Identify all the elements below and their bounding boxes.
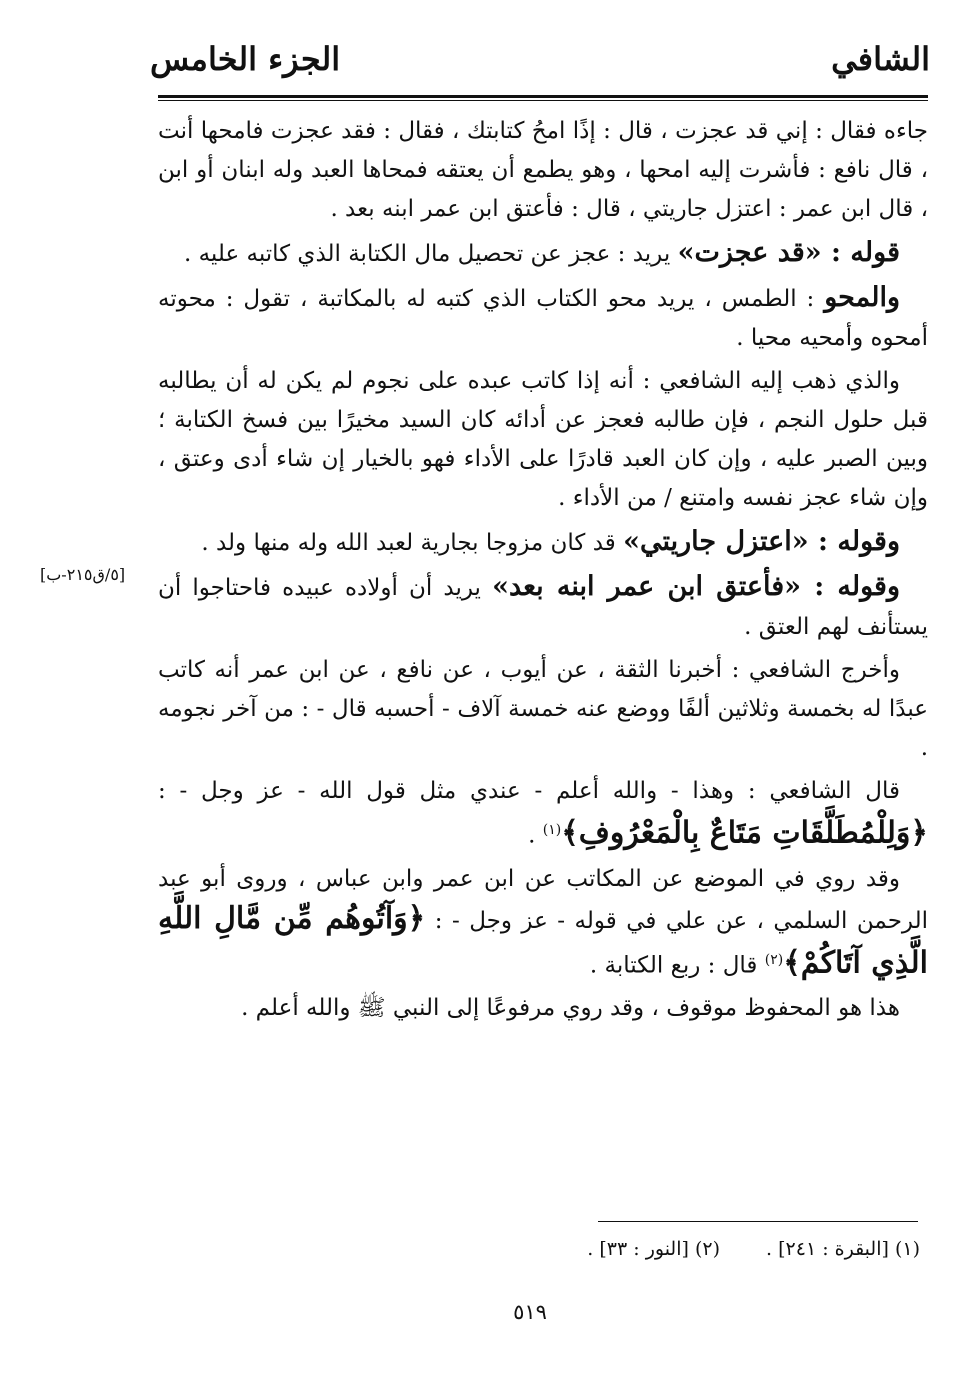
- footnote-1: (١) [البقرة : ٢٤١] .: [766, 1238, 920, 1260]
- paragraph-8: [158, 772, 928, 856]
- header-volume-title: الجزء الخامس: [150, 40, 341, 78]
- lemma-al-mahw: والمحو: [824, 282, 900, 313]
- paragraph-8-end: .: [528, 822, 543, 849]
- paragraph-6: [158, 567, 928, 647]
- running-header: [150, 30, 930, 90]
- lemma-qad-ajazt: قوله : «قد عجزت»: [677, 237, 900, 268]
- paragraph-3-text: : الطمس ، يريد محو الكتاب الذي كتبه له بالمكاتبة ، تقول : محوته أمحوه وأمحيه محيا .: [158, 286, 928, 351]
- footnote-divider: [598, 1221, 918, 1222]
- lemma-faataq: وقوله : «فأعتق ابن عمر ابنه بعد»: [492, 571, 900, 602]
- manuscript-folio-note: [٥/ق٢١٥-ب]: [40, 565, 126, 584]
- header-rule-thin: [158, 100, 928, 101]
- lemma-itazil-jariyati: وقوله : «اعتزل جاريتي»: [623, 526, 900, 557]
- main-text: [158, 112, 928, 1032]
- footnote-ref-1[interactable]: (١): [542, 822, 562, 838]
- paragraph-7: وأخرج الشافعي : أخبرنا الثقة ، عن أيوب ، عن نافع ، عن ابن عمر أنه كاتب عبدًا له بخمسة وثلاثين ألفًا ووضع عنه خمسة آلاف - أحسبه قال - : من آخر نجومه .: [158, 657, 928, 761]
- paragraph-9: [158, 860, 928, 986]
- page-number: ٥١٩: [513, 1300, 547, 1324]
- paragraph-2: [158, 233, 928, 274]
- paragraph-3: [158, 278, 928, 358]
- footnote-2: (٢) [النور : ٣٣] .: [587, 1238, 720, 1260]
- paragraph-8-text: قال الشافعي : وهذا - والله أعلم - عندي مثل قول الله - عز وجل - :: [158, 778, 900, 804]
- paragraph-5-text: قد كان مزوجا بجارية لعبد الله وله منها ولد .: [201, 530, 624, 556]
- paragraph-1: جاءه فقال : إني قد عجزت ، قال : إذًا امحُ كتابتك ، فقال : فقد عجزت فامحها أنت ، قال نافع : فأشرت إليه امحها ، وهو يطمع أن يعتقه فمحاها العبد وله ابنان أو ابن ، قال ابن عمر : اعتزل جاريتي ، قال : فأعتق ابن عمر ابنه بعد .: [158, 118, 928, 222]
- paragraph-9-end: قال : ربع الكتابة .: [589, 952, 765, 979]
- footnote-ref-2[interactable]: (٢): [764, 951, 784, 968]
- paragraph-10: هذا هو المحفوظ موقوف ، وقد روي مرفوعًا إلى النبي ﷺ والله أعلم .: [241, 995, 900, 1022]
- paragraph-4: والذي ذهب إليه الشافعي : أنه إذا كاتب عبده على نجوم لم يكن له أن يطالبه قبل حلول النجم ، فإن طالبه فعجز عن أدائه كان السيد مخيرًا بين فسخ الكتابة ؛ وبين الصبر عليه ، وإن كان العبد قادرًا على الأداء فهو بالخيار إن شاء أدى وعتق ، وإن شاء عجز نفسه وامتنع / من الأداء .: [158, 368, 928, 511]
- paragraph-5: [158, 522, 928, 563]
- quran-verse-2: ﴿وَآتُوهُم مِّن مَّالِ اللَّهِ الَّذِي آتَاكُمْ﴾: [158, 900, 928, 981]
- header-book-title: الشافي: [831, 40, 930, 78]
- quran-verse-1: ﴿وَلِلْمُطَلَّقَاتِ مَتَاعٌ بِالْمَعْرُوفِ﴾: [561, 815, 928, 851]
- header-rule-thick: [158, 95, 928, 98]
- paragraph-2-text: يريد : عجز عن تحصيل مال الكتابة الذي كاتبه عليه .: [183, 241, 678, 267]
- paragraph-6-text: يريد أن أولاده عبيده فاحتاجوا أن يستأنف لهم العتق .: [158, 575, 928, 640]
- paragraph-9-text: وقد روي في الموضع عن المكاتب عن ابن عمر وابن عباس ، وروى أبو عبد الرحمن السلمي ، عن علي في قوله - عز وجل - :: [158, 865, 928, 934]
